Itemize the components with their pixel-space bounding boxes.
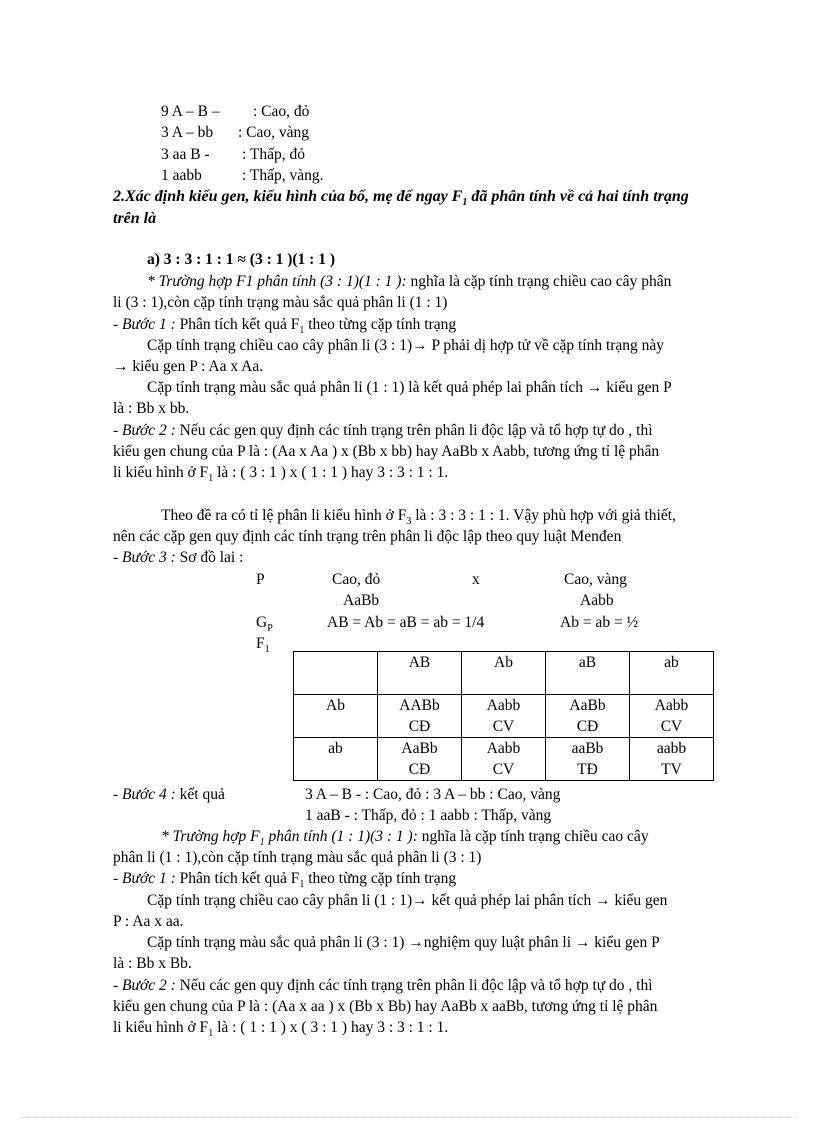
case1-intro: * Trường hợp F1 phân tính (3 : 1)(1 : 1 ): nghĩa là cặp tính trạng chiều cao cây phân — [147, 273, 672, 290]
punnett-cell: aaBb TĐ — [546, 738, 630, 781]
punnett-cell: Aabb CV — [462, 738, 546, 781]
ratio-genotype: 1 aabb — [161, 167, 202, 184]
punnett-row — [294, 695, 714, 738]
punnett-cell: aabb TV — [630, 738, 714, 781]
case1-color: Cặp tính trạng màu sắc quả phân li (1 : 1) là kết quả phép lai phân tích → kiểu gen P — [147, 379, 672, 396]
cross-gp-label: $G_P$ — [256, 614, 273, 635]
punnett-header-cell: ab — [630, 652, 714, 695]
ratio-phenotype: : Cao, đỏ — [253, 103, 310, 120]
cross-p-label: P — [256, 571, 265, 588]
punnett-square — [293, 651, 714, 781]
case1-step2-line2: kiểu gen chung của P là : (Aa x Aa ) x (Bb x bb) hay AaBb x Aabb, tương ứng tỉ lệ phân — [113, 443, 660, 460]
ratio-genotype: 9 A – B – — [161, 103, 220, 120]
ratio-phenotype: : Thấp, vàng. — [242, 167, 324, 184]
case2-intro-line2: phân li (1 : 1),còn cặp tính trạng màu sắc quả phân li (3 : 1) — [113, 849, 482, 866]
punnett-header-cell: Ab — [462, 652, 546, 695]
cross-parent2-phenotype: Cao, vàng — [564, 571, 627, 588]
ratio-phenotype: : Thấp, đỏ — [242, 146, 305, 163]
punnett-header-cell: aB — [546, 652, 630, 695]
case1-step4: - Bước 4 : kết quả — [113, 786, 225, 803]
case1-result1: 3 A – B - : Cao, đỏ : 3 A – bb : Cao, vàng — [305, 786, 561, 803]
case1-conclusion: Theo đề ra có tỉ lệ phân li kiểu hình ở $F_3$ là : 3 : 3 : 1 : 1. Vậy phù hợp với giả thiết, — [161, 507, 676, 528]
ratio-item — [161, 101, 220, 122]
cross-symbol: x — [472, 571, 480, 588]
cross-f1-label: $F_1$ — [256, 635, 270, 656]
case2-step2: - Bước 2 : Nếu các gen quy định các tính trạng trên phân li độc lập và tổ hợp tự do , thì — [113, 977, 653, 994]
punnett-row — [294, 738, 714, 781]
section-heading: 2.Xác định kiểu gen, kiểu hình của bố, mẹ để ngay $F_1$ đã phân tính về cả hai tính trạng — [113, 188, 689, 209]
ratio-genotype: 3 aa B - — [161, 146, 210, 163]
ratio-phenotype: : Cao, vàng — [238, 124, 310, 141]
cross-gametes2: Ab = ab = ½ — [560, 614, 639, 631]
punnett-corner-cell — [294, 652, 378, 695]
case2-intro: * Trường hợp $F_1$ phân tính (1 : 1)(3 : 1 ): nghĩa là cặp tính trạng chiều cao cây — [161, 828, 649, 849]
cross-parent1-phenotype: Cao, đỏ — [332, 571, 381, 588]
punnett-cell: Aabb CV — [630, 695, 714, 738]
cross-parent2-genotype: Aabb — [580, 592, 614, 609]
case2-step2-line2: kiểu gen chung của P là : (Aa x aa ) x (Bb x Bb) hay AaBb x aaBb, tương ứng tỉ lệ phân — [113, 998, 658, 1015]
page-bottom-rule — [20, 1117, 796, 1118]
punnett-cell: AaBb CĐ — [546, 695, 630, 738]
case2-height: Cặp tính trạng chiều cao cây phân li (1 : 1)→ kết quả phép lai phân tích → kiểu gen — [147, 892, 668, 909]
case1-result2: 1 aaB - : Thấp, đỏ : 1 aabb : Thấp, vàng — [305, 807, 552, 824]
part-a-label: a) 3 : 3 : 1 : 1 ≈ (3 : 1 )(1 : 1 ) — [147, 251, 335, 268]
case1-step2-line3: li kiểu hình ở $F_1$ là : ( 3 : 1 ) x ( 1 : 1 ) hay 3 : 3 : 1 : 1. — [113, 464, 449, 485]
case1-color-line2: là : Bb x bb. — [113, 400, 190, 417]
case2-step1: - Bước 1 : Phân tích kết quả $F_1$ theo từng cặp tính trạng — [113, 870, 457, 891]
case2-height-line2: P : Aa x aa. — [113, 913, 184, 930]
case1-step2: - Bước 2 : Nếu các gen quy định các tính trạng trên phân li độc lập và tổ hợp tự do , thì — [113, 422, 653, 439]
case1-conclusion-line2: nên các cặp gen quy định các tính trạng trên phân li độc lập theo quy luật Menđen — [113, 528, 622, 545]
cross-parent1-genotype: AaBb — [343, 592, 380, 609]
case2-color-line2: là : Bb x Bb. — [113, 955, 192, 972]
case1-step1: - Bước 1 : Phân tích kết quả $F_1$ theo từng cặp tính trạng — [113, 316, 457, 337]
case1-intro-line2: li (3 : 1),còn cặp tính trạng màu sắc quả phân li (1 : 1) — [113, 294, 448, 311]
punnett-cell: AABb CĐ — [378, 695, 462, 738]
cross-gametes1: AB = Ab = aB = ab = 1/4 — [327, 614, 485, 631]
punnett-cell: AaBb CĐ — [378, 738, 462, 781]
punnett-row-gamete: ab — [294, 738, 378, 781]
case2-color: Cặp tính trạng màu sắc quả phân li (3 : 1) →nghiệm quy luật phân li → kiểu gen P — [147, 934, 660, 951]
ratio-genotype: 3 A – bb — [161, 124, 214, 141]
punnett-row-gamete: Ab — [294, 695, 378, 738]
case1-height: Cặp tính trạng chiều cao cây phân li (3 : 1)→ P phải dị hợp tử về cặp tính trạng này — [147, 337, 665, 354]
punnett-header-row — [294, 652, 714, 695]
case1-step3: - Bước 3 : Sơ đồ lai : — [113, 549, 244, 566]
case1-height-line2: → kiểu gen P : Aa x Aa. — [113, 358, 264, 375]
section-heading-line2: trên là — [113, 210, 157, 227]
punnett-cell: Aabb CV — [462, 695, 546, 738]
punnett-header-cell: AB — [378, 652, 462, 695]
case2-step2-line3: li kiểu hình ở $F_1$ là : ( 1 : 1 ) x ( 3 : 1 ) hay 3 : 3 : 1 : 1. — [113, 1019, 449, 1040]
